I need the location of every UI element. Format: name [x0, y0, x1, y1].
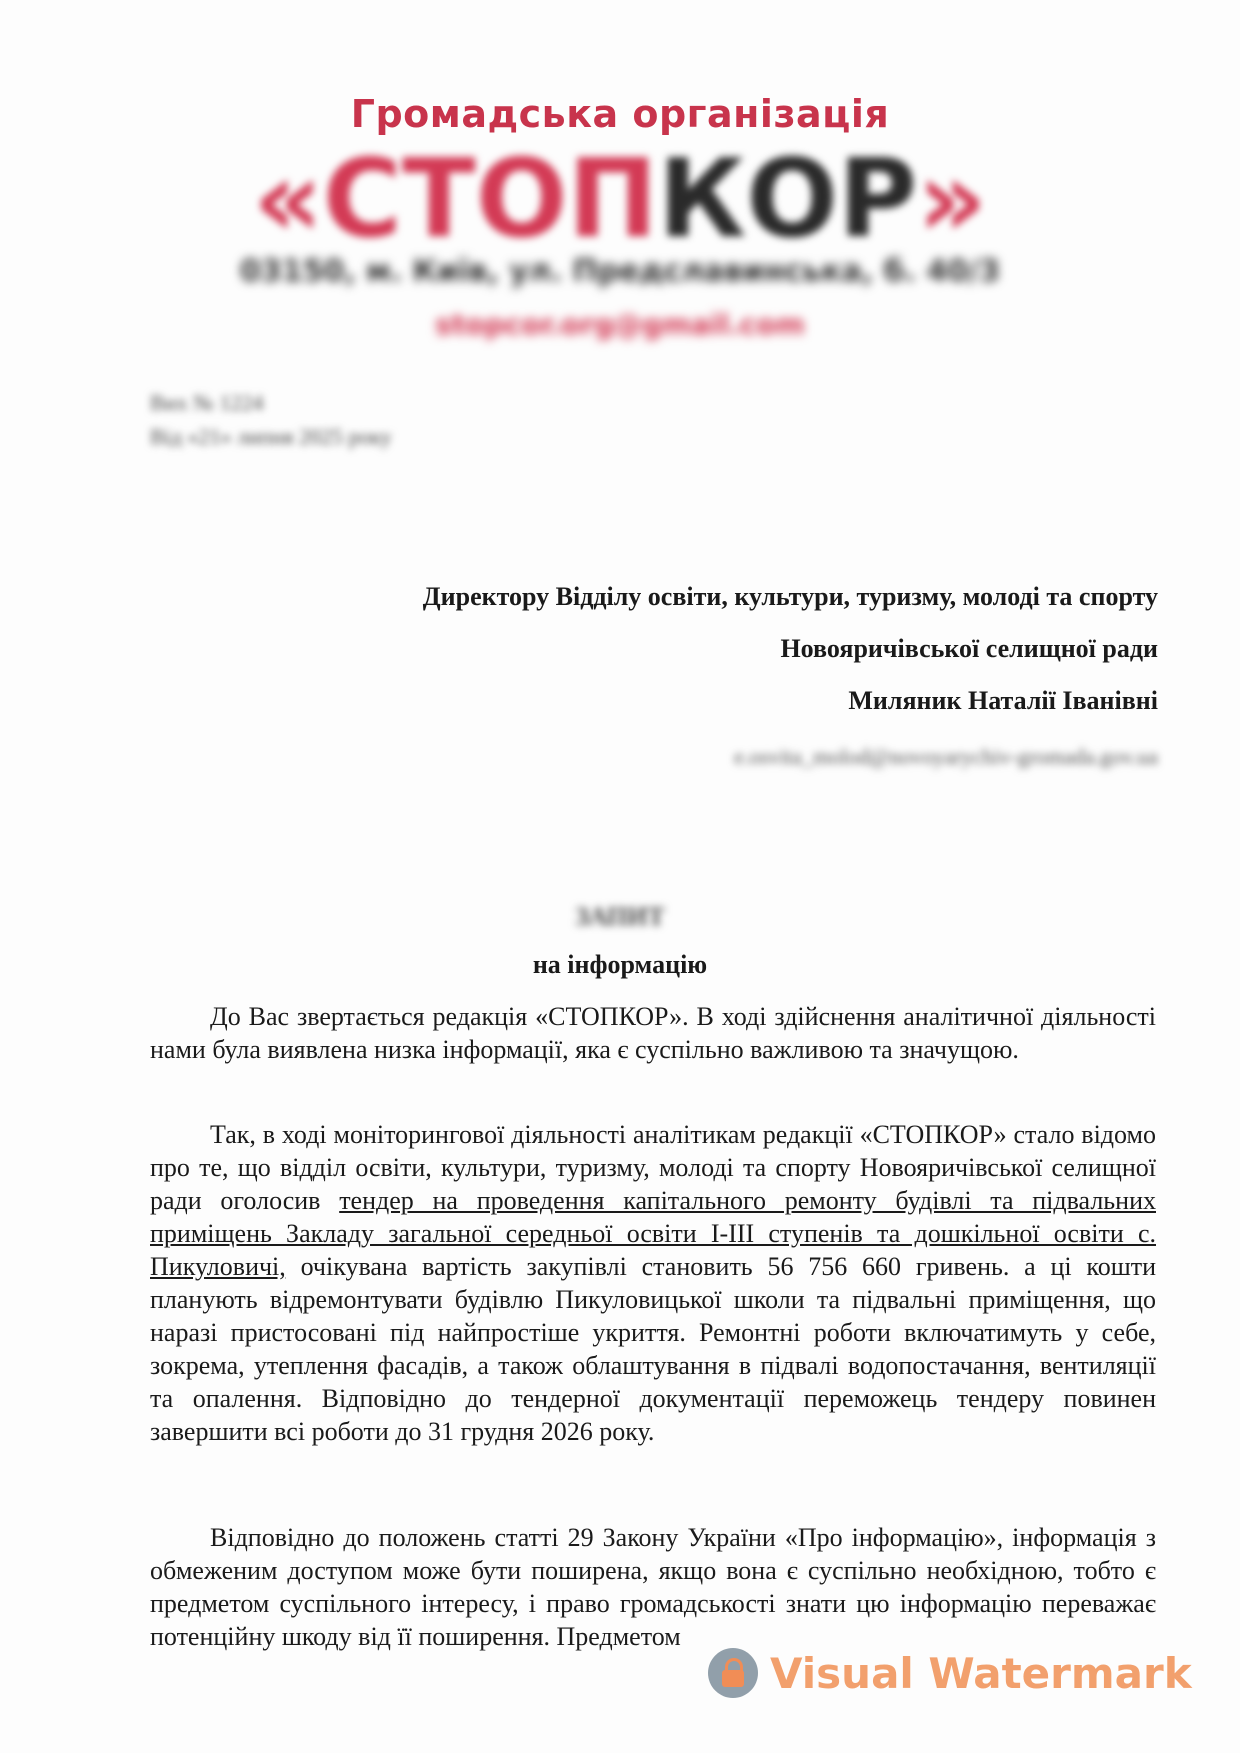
addressee-name: Миляник Наталії Іванівні	[848, 686, 1158, 715]
tender-link[interactable]: тендер на проведення капітального ремонту будівлі та підвальних приміщень Закладу загальної середньої освіти І-ІІІ ступенів та дошкільної освіти с. Пикуловичі,	[150, 1186, 1156, 1281]
watermark	[708, 1638, 1192, 1708]
outgoing-number: Вих № 1224	[150, 390, 264, 415]
outgoing-date: Від «21» липня 2025 року	[150, 424, 392, 449]
org-name: Громадська організація	[350, 92, 890, 136]
document-type: ЗАПИТ	[575, 902, 665, 931]
paragraph-3-text: Відповідно до положень статті 29 Закону України «Про інформацію», інформація з обмеженим доступом може бути поширена, якщо вона є суспільно необхідною, тобто є предметом суспільного інтересу, і право громадськості знати цю інформацію переважає потенційну шкоду від її поширення. Предметом	[150, 1523, 1156, 1651]
paragraph-1-text: До Вас звертається редакція «СТОПКОР». В ході здійснення аналітичної діяльності нами була виявлена низка інформації, яка є суспільно важливою та значущою.	[150, 1002, 1156, 1064]
addressee-position: Директору Відділу освіти, культури, туризму, молоді та спорту	[422, 582, 1158, 611]
lock-icon	[708, 1648, 758, 1698]
paragraph-2-text	[150, 1118, 1156, 1448]
org-title-quote-close: »	[917, 137, 987, 262]
document-subject: на інформацію	[532, 950, 708, 979]
org-title-red-part: СТОП	[322, 137, 658, 262]
body-paragraph-1	[150, 1000, 1156, 1066]
org-title	[0, 137, 1240, 262]
watermark-text: Visual Watermark	[770, 1648, 1192, 1698]
org-address: 03150, м. Київ, ул. Предславинська, б. 40/3	[239, 254, 1001, 289]
org-title-dark-part: КОР	[657, 137, 918, 262]
paragraph-2-after: очікувана вартість закупівлі становить 56 756 660 гривень. а ці кошти планують відремонтувати будівлю Пикуловицької школи та підвальні приміщення, що наразі пристосовані під найпростіше укриття. Ремонтні роботи включатимуть у себе, зокрема, утеплення фасадів, а також облаштування в підвалі водопостачання, вентиляції та опалення. Відповідно до тендерної документації переможець тендеру повинен завершити всі роботи до 31 грудня 2026 року.	[150, 1252, 1156, 1446]
org-email: stopcor.org@gmail.com	[435, 308, 805, 341]
body-paragraph-3	[150, 1521, 1156, 1653]
org-title-quote-open: «	[253, 137, 323, 262]
addressee-email: e.osvita_molod@novoyarychiv-gromada.gov.ua	[734, 744, 1158, 769]
paragraph-2-before: Так, в ході моніторингової діяльності аналітикам редакції «СТОПКОР» стало відомо про те, що відділ освіти, культури, туризму, молоді та спорту Новояричівської селищної ради оголосив	[150, 1120, 1156, 1215]
body-paragraph-2	[150, 1118, 1156, 1448]
addressee-organization: Новояричівської селищної ради	[780, 634, 1158, 663]
